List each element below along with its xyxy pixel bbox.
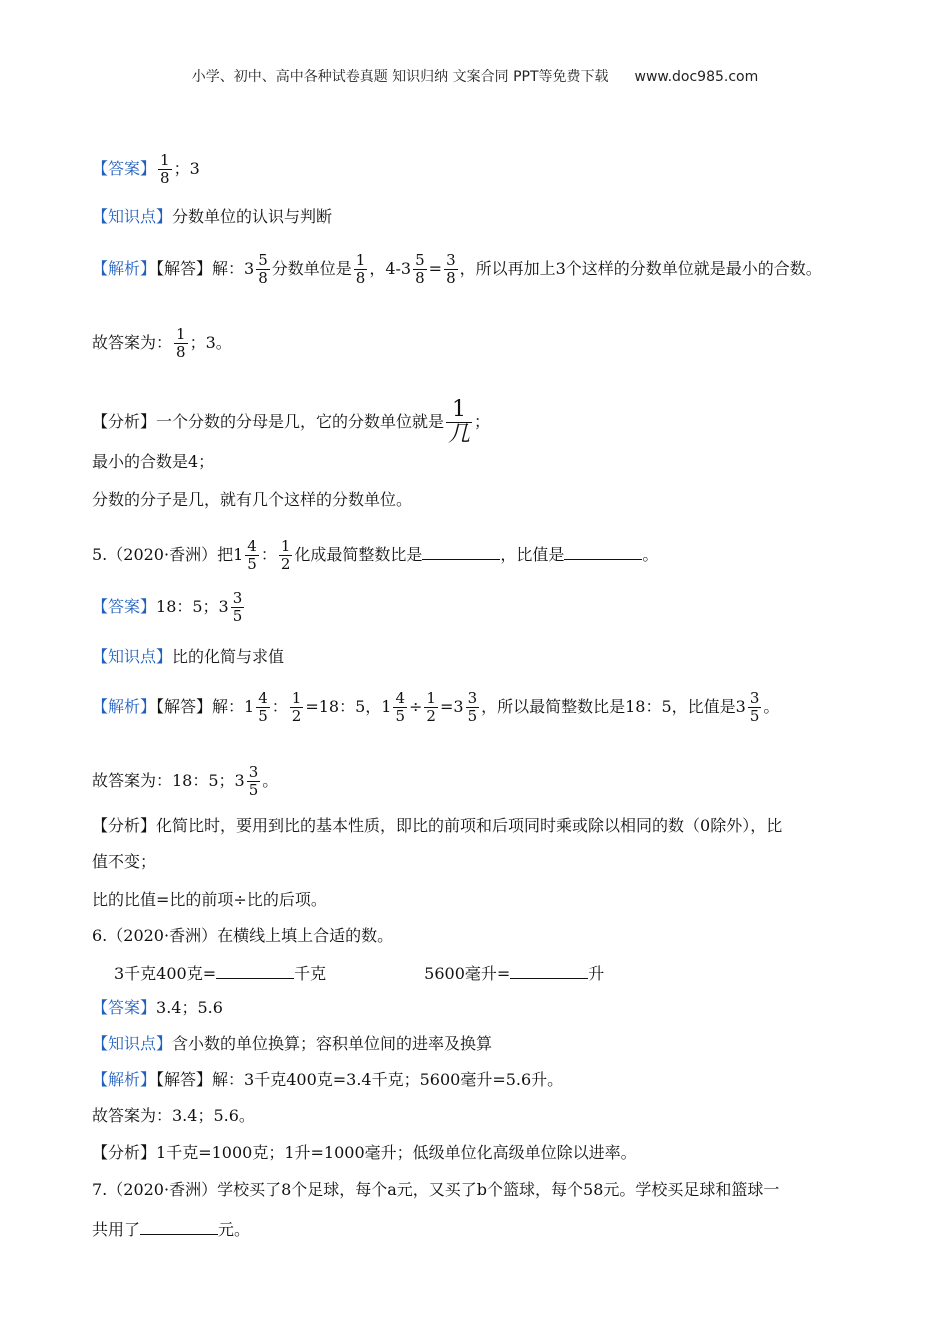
q7-question-line-2: 共用了 元。	[92, 1220, 251, 1239]
question-number: 5.	[92, 545, 108, 564]
q5-knowledge-line: 【知识点】比的化简与求值	[92, 647, 285, 666]
answer-blank[interactable]	[564, 543, 642, 560]
q6-items-line: 3千克400克= 千克 5600毫升= 升	[114, 964, 605, 983]
q5-analysis-line-3: 比的比值=比的前项÷比的后项。	[92, 890, 327, 909]
q7-question-line: 7.（2020·香洲）学校买了8个足球，每个a元，又买了b个篮球，每个58元。学校买足球和篮球一	[92, 1180, 780, 1199]
q5-question-line: 5.（2020·香洲）把1 $\frac{4}{5}$ ： $\frac{1}{2}$ 化成最简整数比是 ，比值是 。	[92, 537, 659, 573]
answer-blank[interactable]	[510, 962, 588, 979]
analysis-tag: 【解析】	[92, 1070, 157, 1089]
q5-analysis-line: 【分析】化简比时，要用到比的基本性质，即比的前项和后项同时乘或除以相同的数（0除外），比	[92, 816, 783, 835]
q4-analysis-line-2: 最小的合数是4；	[92, 452, 215, 471]
answer-tag: 【答案】	[92, 159, 157, 178]
solve-tag: 【解答】	[156, 1070, 213, 1089]
fraction: $\frac{1}{2}$	[291, 689, 302, 725]
q5-analysis-line-2: 值不变；	[92, 852, 157, 871]
fraction: $\frac{1}{\text{几}}$	[448, 397, 471, 447]
q4-knowledge-line: 【知识点】分数单位的认识与判断	[92, 207, 333, 226]
analysis-tag: 【解析】	[92, 259, 157, 278]
fraction: $\frac{3}{5}$	[232, 589, 243, 625]
knowledge-tag: 【知识点】	[92, 647, 173, 666]
q5-solution-line: 【解析】【解答】解：1 $\frac{4}{5}$ ： $\frac{1}{2}$ =18：5，1 $\frac{4}{5}$ ÷ $\frac{1}{2}$ =3 $\frac{3}{5}$ ，所以最简整数比是18：5，比值是3 $\frac{3}{5}$ 。	[92, 689, 780, 725]
header-site-link[interactable]: www.doc985.com	[634, 69, 759, 85]
header-text: 小学、初中、高中各种试卷真题 知识归纳 文案合同 PPT等免费下载	[191, 69, 609, 85]
answer-blank[interactable]	[422, 543, 500, 560]
question-source: （2020·香洲）	[107, 1180, 218, 1199]
fraction: $\frac{1}{2}$	[280, 537, 291, 573]
q6-final-line: 故答案为：3.4；5.6。	[92, 1106, 255, 1125]
solve-tag: 【解答】	[156, 697, 213, 716]
analysis-tag: 【分析】	[92, 1143, 157, 1162]
q6-answer-line: 【答案】3.4；5.6	[92, 998, 223, 1017]
q6-knowledge-line: 【知识点】含小数的单位换算；容积单位间的进率及换算	[92, 1034, 493, 1053]
q4-solution-line: 【解析】【解答】解：3 $\frac{5}{8}$ 分数单位是 $\frac{1}{8}$ ，4-3 $\frac{5}{8}$ = $\frac{3}{8}$ ，所以再加上3个这样的分数单位就是最小的合数。	[92, 251, 822, 287]
fraction: $\frac{3}{5}$	[467, 689, 478, 725]
fraction: $\frac{5}{8}$	[415, 251, 425, 287]
answer-blank[interactable]	[140, 1218, 218, 1235]
q6-question-line: 6.（2020·香洲）在横线上填上合适的数。	[92, 926, 394, 945]
fraction: $\frac{1}{8}$	[176, 325, 186, 361]
fraction: $\frac{4}{5}$	[247, 537, 257, 573]
solve-tag: 【解答】	[156, 259, 213, 278]
page-header	[0, 66, 950, 86]
answer-tag: 【答案】	[92, 597, 157, 616]
q4-answer-line: 【答案】 $\frac{1}{8}$ ；3	[92, 151, 200, 187]
fraction: $\frac{4}{5}$	[258, 689, 268, 725]
fraction: $\frac{1}{8}$	[160, 151, 170, 187]
fraction: $\frac{3}{8}$	[446, 251, 456, 287]
q5-final-line: 故答案为：18：5；3 $\frac{3}{5}$ 。	[92, 763, 279, 799]
analysis-tag: 【分析】	[92, 816, 157, 835]
q6-analysis-line: 【分析】1千克=1000克；1升=1000毫升；低级单位化高级单位除以进率。	[92, 1143, 637, 1162]
question-number: 6.	[92, 926, 108, 945]
analysis-tag: 【分析】	[92, 412, 157, 431]
q4-analysis-line-3: 分数的分子是几，就有几个这样的分数单位。	[92, 490, 413, 509]
knowledge-tag: 【知识点】	[92, 1034, 173, 1053]
fraction: $\frac{3}{5}$	[749, 689, 760, 725]
answer-tag: 【答案】	[92, 998, 157, 1017]
answer-blank[interactable]	[216, 962, 294, 979]
fraction: $\frac{1}{2}$	[426, 689, 436, 725]
question-source: （2020·香洲）	[107, 926, 218, 945]
q4-analysis-line: 【分析】一个分数的分母是几，它的分数单位就是 $\frac{1}{\text{几}}$ ；	[92, 397, 491, 447]
fraction: $\frac{4}{5}$	[395, 689, 406, 725]
fraction: $\frac{5}{8}$	[258, 251, 268, 287]
fraction: $\frac{3}{5}$	[248, 763, 259, 799]
q5-answer-line: 【答案】18：5；3 $\frac{3}{5}$	[92, 589, 243, 625]
question-source: （2020·香洲）	[107, 545, 218, 564]
knowledge-tag: 【知识点】	[92, 207, 173, 226]
fraction: $\frac{1}{8}$	[355, 251, 366, 287]
question-number: 7.	[92, 1180, 108, 1199]
q6-solution-line: 【解析】【解答】解：3千克400克=3.4千克；5600毫升=5.6升。	[92, 1070, 564, 1089]
q4-final-line: 故答案为： $\frac{1}{8}$ ；3。	[92, 325, 232, 361]
analysis-tag: 【解析】	[92, 697, 157, 716]
